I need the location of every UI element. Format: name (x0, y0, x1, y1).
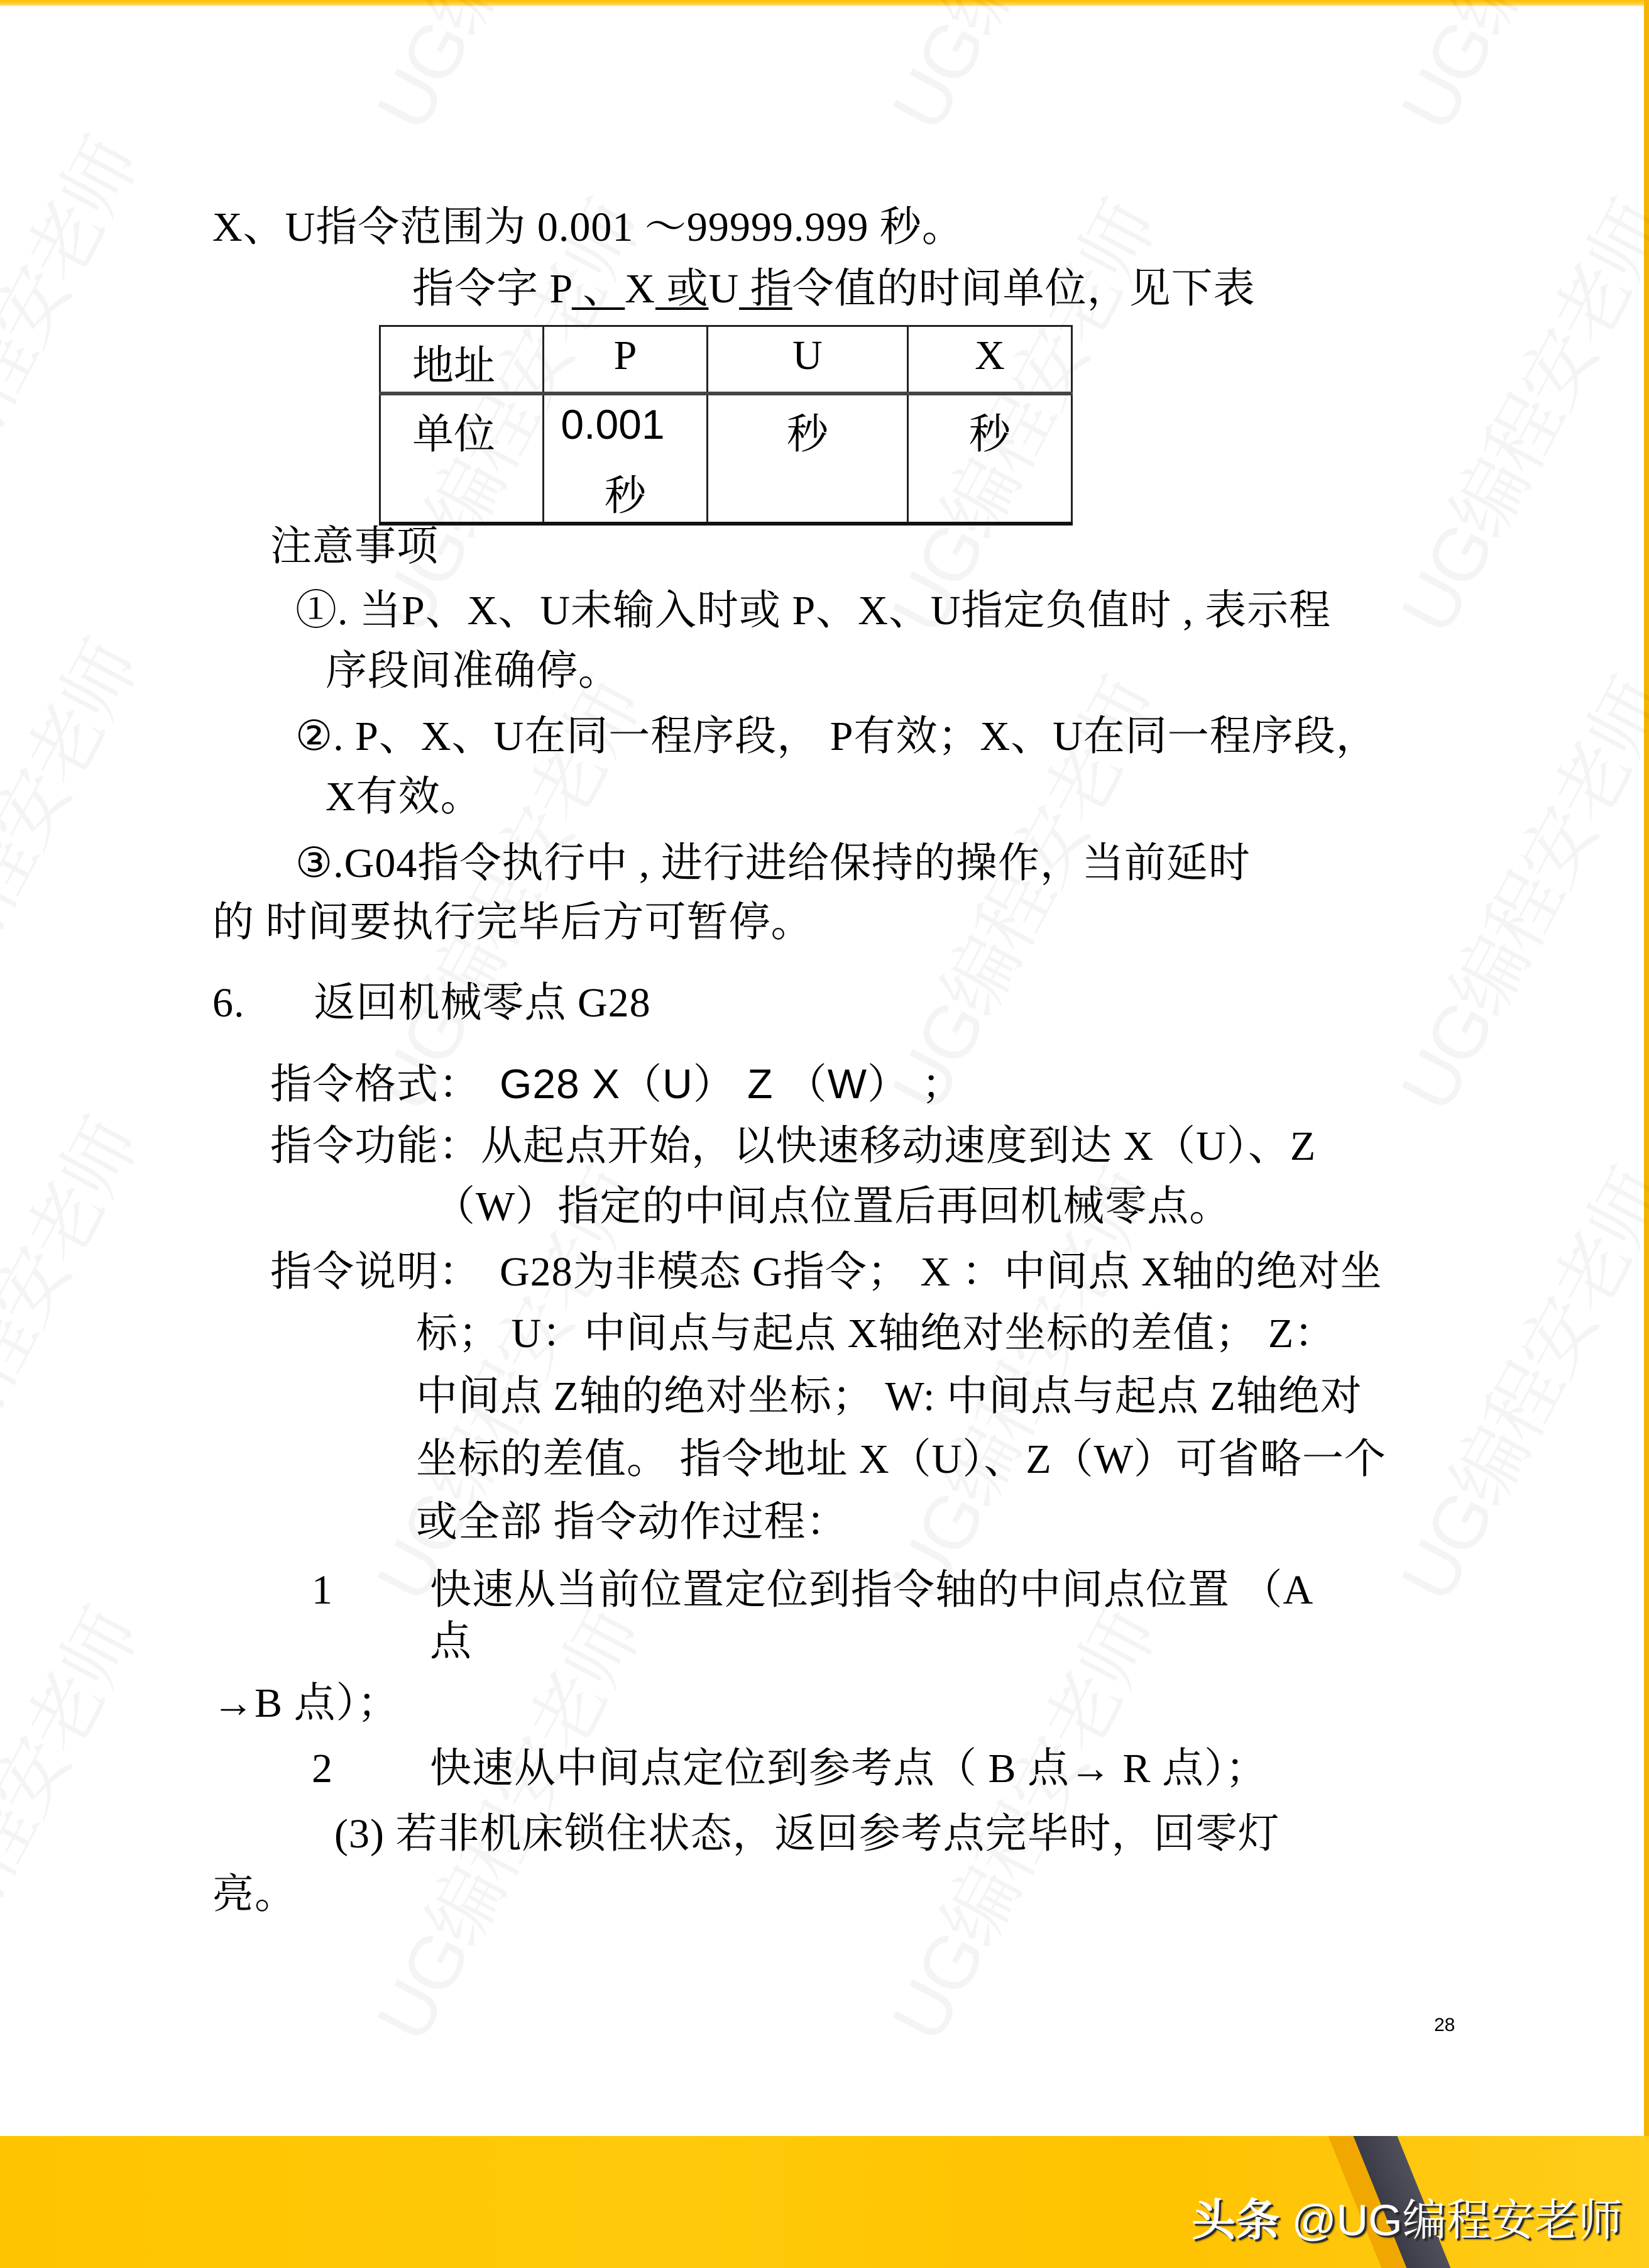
instruction-function-continued: （W）指定的中间点位置后再回机械零点。 (434, 1184, 1232, 1230)
author-handle: @UG编程安老师 (1291, 2196, 1623, 2245)
circled-number-3: ③ (295, 840, 334, 886)
section-number: 6. (212, 980, 245, 1026)
notes-title: 注意事项 (270, 524, 439, 570)
note-item-continued: X有效。 (326, 774, 483, 820)
step-text: (3) 若非机床锁住状态，返回参考点完毕时，回零灯 (334, 1811, 1280, 1857)
step-text: 快速从当前位置定位到指令轴的中间点位置 （A (430, 1567, 1314, 1613)
step-text: 快速从中间点定位到参考点（ B 点→ R 点）； (430, 1746, 1268, 1792)
step-number: 1 (312, 1567, 333, 1613)
note-item-continued: 序段间准确停。 (326, 648, 620, 694)
step-number: 2 (312, 1746, 333, 1792)
table-header-cell: 地址 (380, 326, 544, 394)
section-title: 返回机械零点 G28 (314, 980, 651, 1026)
table-row (380, 394, 1072, 524)
table-caption: 指令字 P 、X 或U 指令值的时间单位，见下表 (412, 266, 1256, 312)
table-cell: 0.001 秒 (544, 394, 708, 524)
step-text-continued: 点 (430, 1619, 472, 1665)
table-row-label: 单位 (380, 394, 544, 524)
instruction-function: 指令功能：从起点开始，以快速移动速度到达 X（U）、Z (270, 1123, 1317, 1169)
table-header-cell: X (908, 326, 1072, 394)
page-number: 28 (1434, 2015, 1455, 2035)
step-text-continued: 亮。 (212, 1871, 297, 1917)
instruction-description-continued: 坐标的差值。 指令地址 X（U）、Z（W）可省略一个 (416, 1436, 1386, 1482)
instruction-description: 指令说明： G28为非模态 G指令； X ：中间点 X轴的绝对坐 (270, 1249, 1383, 1295)
table-cell: 秒 (708, 394, 908, 524)
circled-number-2: ② (295, 713, 334, 759)
note-item: ①. 当P、X、U未输入时或 P、X、U指定负值时 , 表示程 (295, 588, 1332, 634)
instruction-format: 指令格式： G28 X（U） Z （W） ； (270, 1060, 964, 1108)
table-cell: 秒 (908, 394, 1072, 524)
author-credit (1192, 2185, 1623, 2249)
platform-name: 头条 (1192, 2196, 1279, 2245)
table-header-cell: U (708, 326, 908, 394)
instruction-description-continued: 标； U：中间点与起点 X轴绝对坐标的差值； Z： (416, 1311, 1337, 1357)
table-header-cell: P (544, 326, 708, 394)
note-item: ③.G04指令执行中 , 进行进给保持的操作，当前延时 (295, 840, 1251, 886)
instruction-description-continued: 或全部 指令动作过程： (416, 1499, 848, 1545)
footer-banner (0, 2136, 1649, 2268)
note-item-continued: 的 时间要执行完毕后方可暂停。 (212, 900, 813, 945)
table-header-row (380, 326, 1072, 394)
instruction-description-continued: 中间点 Z轴的绝对坐标； W: 中间点与起点 Z轴绝对 (416, 1373, 1362, 1419)
section-heading (212, 978, 651, 1028)
circled-number-1: ① (295, 588, 337, 634)
range-text: X、U指令范围为 0.001 ～99999.999 秒。 (212, 204, 964, 250)
step-text-continued: →B 点）； (212, 1680, 400, 1726)
time-unit-table (379, 325, 1073, 526)
note-item: ②. P、X、U在同一程序段， P有效；X、U在同一程序段， (295, 713, 1378, 759)
